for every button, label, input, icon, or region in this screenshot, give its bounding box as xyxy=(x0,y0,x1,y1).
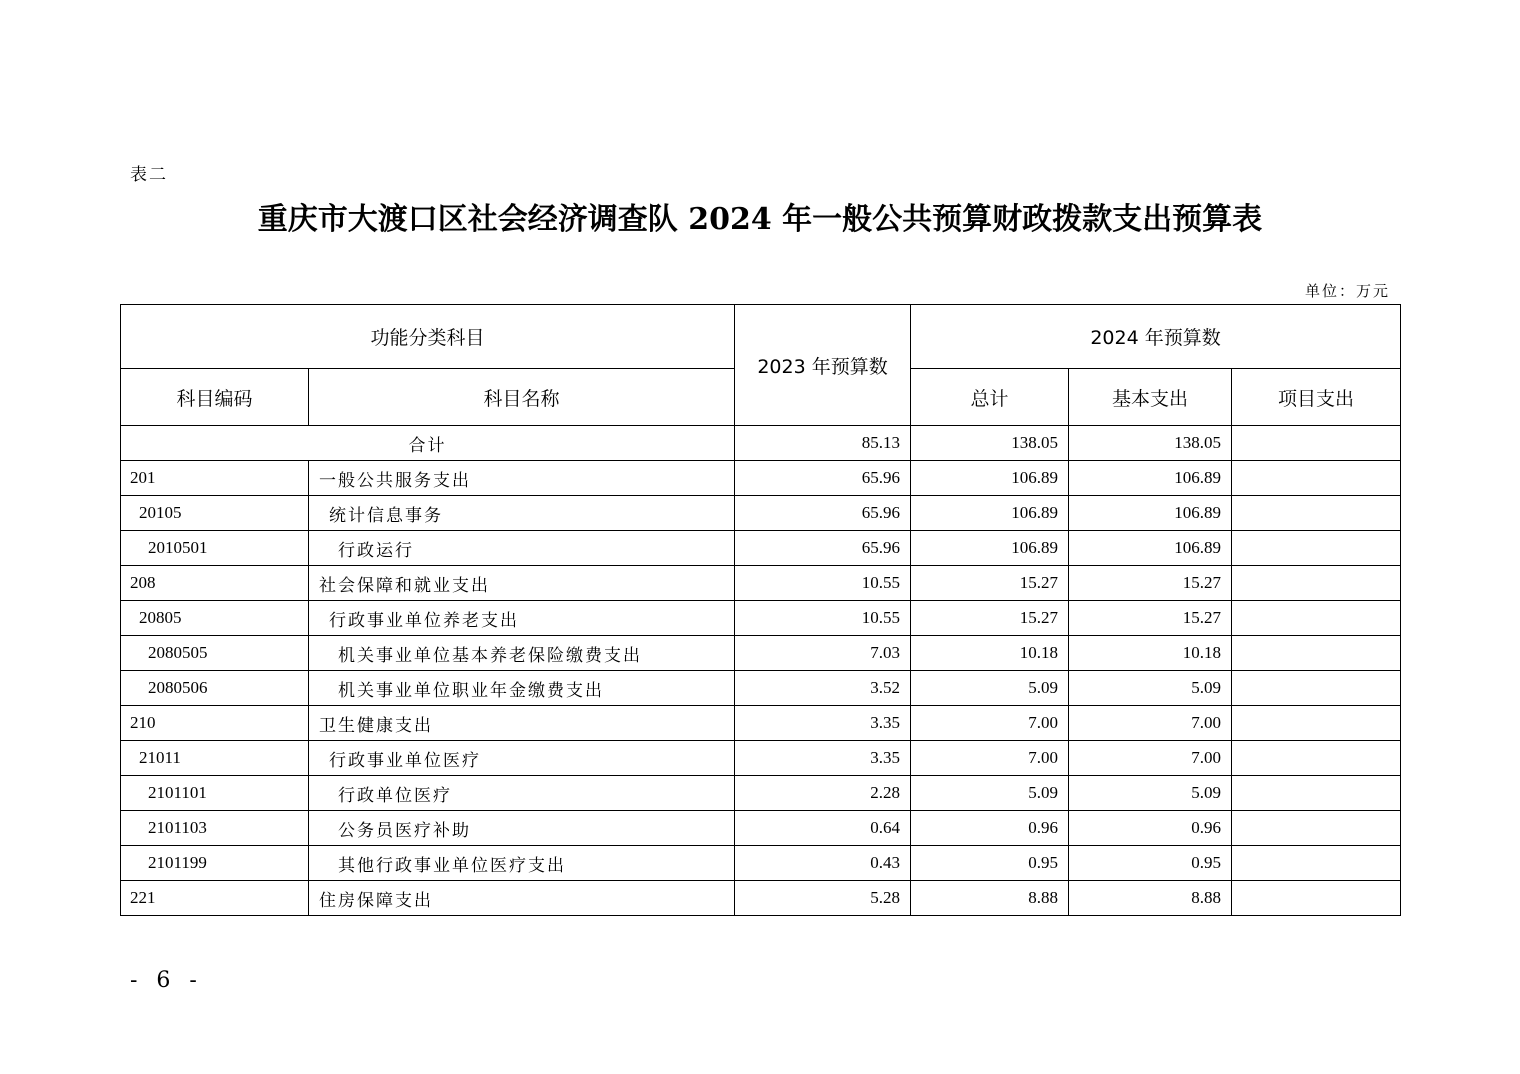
row-name: 行政事业单位医疗 xyxy=(309,741,735,776)
row-name: 公务员医疗补助 xyxy=(309,811,735,846)
row-project xyxy=(1232,601,1401,636)
row-project xyxy=(1232,671,1401,706)
table-row xyxy=(121,496,1401,531)
row-basic: 0.96 xyxy=(1069,811,1232,846)
row-code: 2101103 xyxy=(121,811,309,846)
unit-label: 单位：万元 xyxy=(1304,282,1390,300)
table-body xyxy=(121,426,1401,916)
row-total: 106.89 xyxy=(911,461,1069,496)
total-b2023: 85.13 xyxy=(735,426,911,461)
row-b2023: 2.28 xyxy=(735,776,911,811)
header-row-1 xyxy=(121,305,1401,369)
row-name: 卫生健康支出 xyxy=(309,706,735,741)
total-total: 138.05 xyxy=(911,426,1069,461)
row-project xyxy=(1232,531,1401,566)
header-code: 科目编码 xyxy=(121,369,309,426)
table-row xyxy=(121,461,1401,496)
row-b2023: 3.35 xyxy=(735,706,911,741)
row-basic: 5.09 xyxy=(1069,776,1232,811)
row-code: 2010501 xyxy=(121,531,309,566)
table-row xyxy=(121,881,1401,916)
row-b2023: 7.03 xyxy=(735,636,911,671)
table-row xyxy=(121,566,1401,601)
table-row xyxy=(121,776,1401,811)
row-project xyxy=(1232,811,1401,846)
row-name: 社会保障和就业支出 xyxy=(309,566,735,601)
row-total: 106.89 xyxy=(911,531,1069,566)
table-row xyxy=(121,636,1401,671)
row-b2023: 3.35 xyxy=(735,741,911,776)
row-b2023: 0.64 xyxy=(735,811,911,846)
table-row xyxy=(121,601,1401,636)
row-b2023: 0.43 xyxy=(735,846,911,881)
row-code: 2101101 xyxy=(121,776,309,811)
total-basic: 138.05 xyxy=(1069,426,1232,461)
page-number: - 6 - xyxy=(130,968,203,993)
document-title: 重庆市大渡口区社会经济调查队 2024 年一般公共预算财政拨款支出预算表 xyxy=(257,202,1263,237)
row-code: 2080505 xyxy=(121,636,309,671)
row-total: 5.09 xyxy=(911,671,1069,706)
row-total: 0.95 xyxy=(911,846,1069,881)
row-basic: 15.27 xyxy=(1069,566,1232,601)
row-basic: 8.88 xyxy=(1069,881,1232,916)
row-total: 5.09 xyxy=(911,776,1069,811)
row-basic: 106.89 xyxy=(1069,461,1232,496)
header-basic: 基本支出 xyxy=(1069,369,1232,426)
row-name: 机关事业单位基本养老保险缴费支出 xyxy=(309,636,735,671)
row-basic: 15.27 xyxy=(1069,601,1232,636)
row-name: 行政单位医疗 xyxy=(309,776,735,811)
header-total: 总计 xyxy=(911,369,1069,426)
row-basic: 0.95 xyxy=(1069,846,1232,881)
row-code: 221 xyxy=(121,881,309,916)
row-basic: 7.00 xyxy=(1069,741,1232,776)
row-project xyxy=(1232,566,1401,601)
row-name: 统计信息事务 xyxy=(309,496,735,531)
header-budget-2023: 2023 年预算数 xyxy=(735,305,911,426)
row-b2023: 5.28 xyxy=(735,881,911,916)
row-name: 机关事业单位职业年金缴费支出 xyxy=(309,671,735,706)
row-name: 住房保障支出 xyxy=(309,881,735,916)
row-total: 15.27 xyxy=(911,601,1069,636)
row-project xyxy=(1232,881,1401,916)
row-name: 行政运行 xyxy=(309,531,735,566)
row-code: 2101199 xyxy=(121,846,309,881)
row-basic: 10.18 xyxy=(1069,636,1232,671)
row-name: 一般公共服务支出 xyxy=(309,461,735,496)
table-row xyxy=(121,846,1401,881)
budget-table xyxy=(120,304,1401,916)
row-b2023: 65.96 xyxy=(735,496,911,531)
row-name: 行政事业单位养老支出 xyxy=(309,601,735,636)
header-name: 科目名称 xyxy=(309,369,735,426)
row-total: 10.18 xyxy=(911,636,1069,671)
row-b2023: 10.55 xyxy=(735,601,911,636)
total-project xyxy=(1232,426,1401,461)
row-basic: 106.89 xyxy=(1069,531,1232,566)
total-label: 合计 xyxy=(121,426,735,461)
row-project xyxy=(1232,741,1401,776)
row-b2023: 65.96 xyxy=(735,531,911,566)
row-code: 201 xyxy=(121,461,309,496)
row-project xyxy=(1232,636,1401,671)
row-basic: 106.89 xyxy=(1069,496,1232,531)
header-project: 项目支出 xyxy=(1232,369,1401,426)
row-b2023: 65.96 xyxy=(735,461,911,496)
row-project xyxy=(1232,706,1401,741)
row-project xyxy=(1232,496,1401,531)
row-code: 208 xyxy=(121,566,309,601)
table-row xyxy=(121,671,1401,706)
table-row xyxy=(121,531,1401,566)
row-total: 15.27 xyxy=(911,566,1069,601)
header-budget-2024: 2024 年预算数 xyxy=(911,305,1401,369)
row-basic: 7.00 xyxy=(1069,706,1232,741)
row-project xyxy=(1232,846,1401,881)
table-row xyxy=(121,811,1401,846)
row-project xyxy=(1232,776,1401,811)
row-total: 106.89 xyxy=(911,496,1069,531)
row-project xyxy=(1232,461,1401,496)
row-code: 2080506 xyxy=(121,671,309,706)
table-row xyxy=(121,706,1401,741)
row-code: 20105 xyxy=(121,496,309,531)
row-name: 其他行政事业单位医疗支出 xyxy=(309,846,735,881)
row-total: 7.00 xyxy=(911,706,1069,741)
row-basic: 5.09 xyxy=(1069,671,1232,706)
table-label: 表二 xyxy=(130,165,168,185)
row-code: 21011 xyxy=(121,741,309,776)
total-row xyxy=(121,426,1401,461)
header-functional-category: 功能分类科目 xyxy=(121,305,735,369)
row-total: 0.96 xyxy=(911,811,1069,846)
row-total: 7.00 xyxy=(911,741,1069,776)
row-b2023: 3.52 xyxy=(735,671,911,706)
row-total: 8.88 xyxy=(911,881,1069,916)
row-code: 20805 xyxy=(121,601,309,636)
row-code: 210 xyxy=(121,706,309,741)
table-row xyxy=(121,741,1401,776)
row-b2023: 10.55 xyxy=(735,566,911,601)
